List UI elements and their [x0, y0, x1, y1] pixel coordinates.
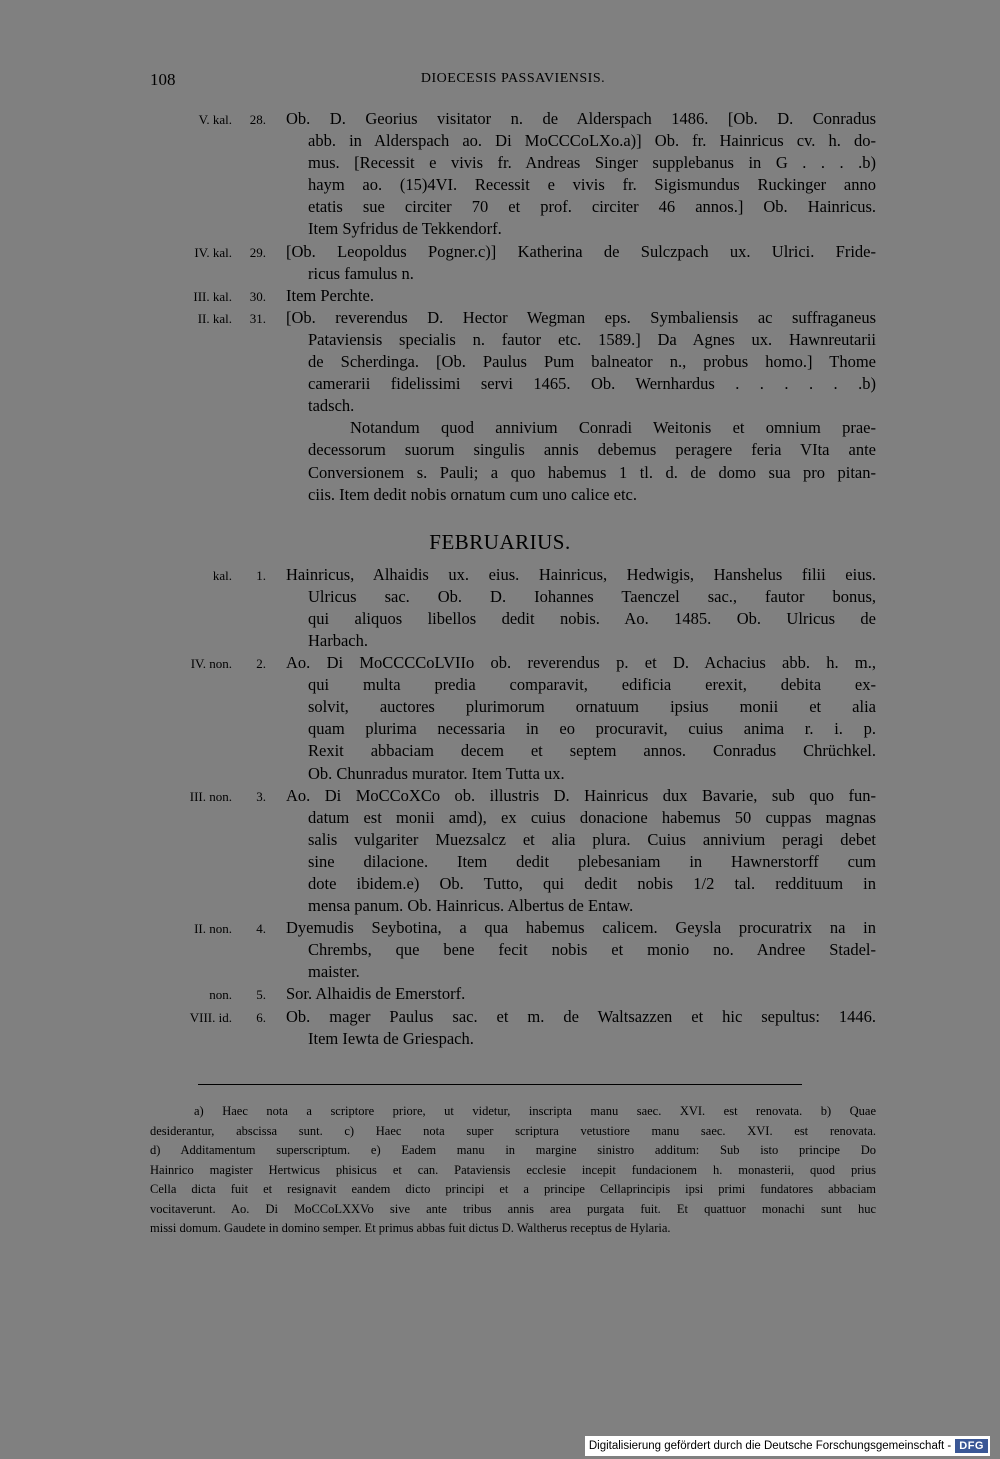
calendar-entry [0, 241, 1000, 285]
text-line: mus. [Recessit e vivis fr. Andreas Singer supplebanus in G . . . .b) [308, 153, 876, 173]
note-line: Notandum quod annivium Conradi Weitonis et omnium prae- [350, 418, 876, 438]
entry-day: 4. [256, 921, 266, 937]
text-line: salis vulgariter Muezsalcz et alia plura. Cuius annivium peragi debet [308, 829, 876, 849]
entry-day: 5. [256, 987, 266, 1003]
text-line: Item Perchte. [286, 285, 374, 305]
text-line: qui multa predia comparavit, edificia erexit, debita ex- [308, 675, 876, 695]
text-line: [Ob. Leopoldus Pogner.c)] Katherina de Sulczpach ux. Ulrici. Fride- [286, 241, 876, 261]
text-line: de Scherdinga. [Ob. Paulus Pum balneator n., probus homo.] Thome [308, 352, 876, 372]
footnote-line: a) Haec nota a scriptore priore, ut videtur, inscripta manu saec. XVI. est renovata. b) Quae [194, 1104, 876, 1118]
calendar-entry [0, 108, 1000, 241]
entry-day: 30. [249, 288, 266, 304]
text-line: Pataviensis specialis n. fautor etc. 1589.] Da Agnes ux. Hawnreutarii [308, 329, 876, 349]
entry-date: III. kal. [193, 288, 232, 304]
text-line: Dyemudis Seybotina, a qua habemus calicem. Geysla procuratrix na in [286, 918, 876, 938]
entry-day: 1. [256, 567, 266, 583]
text-line: Ao. Di MoCCoXCo ob. illustris D. Hainricus dux Bavarie, sub quo fun- [286, 785, 876, 805]
entry-date: II. non. [194, 921, 232, 937]
calendar-entry [0, 285, 1000, 307]
text-line: sine dilacione. Item dedit plebesaniam in Hawnerstorff cum [308, 851, 876, 871]
calendar-entry [0, 1006, 1000, 1050]
text-line: Item Syfridus de Tekkendorf. [308, 219, 502, 239]
text-line: Harbach. [308, 630, 369, 650]
text-line: solvit, auctores plurimorum ornatuum ipsius monii et alia [308, 697, 876, 717]
text-line: [Ob. reverendus D. Hector Wegman eps. Symbaliensis ac suffraganeus [286, 307, 876, 327]
calendar-entries [0, 108, 1000, 1050]
text-line: Ao. Di MoCCCCoLVIIo ob. reverendus p. et D. Achacius abb. h. m., [286, 653, 876, 673]
footnote-line: d) Additamentum superscriptum. e) Eadem manu in margine sinistro additum: Sub isto principe Do [150, 1143, 876, 1157]
text-line: Ob. D. Georius visitator n. de Alderspach 1486. [Ob. D. Conradus [286, 109, 876, 128]
text-line: Ob. mager Paulus sac. et m. de Waltsazzen et hic sepultus: 1446. [286, 1006, 876, 1026]
entry-date: non. [209, 987, 232, 1003]
text-line: haym ao. (15)4VI. Recessit e vivis fr. Sigismundus Ruckinger anno [308, 175, 876, 195]
entry-date: III. non. [189, 788, 232, 804]
entry-day: 2. [256, 656, 266, 672]
text-line: quam plurima necessaria in eo procuravit, cuius anima r. i. p. [308, 719, 876, 739]
entry-date: VIII. id. [189, 1009, 232, 1025]
section-heading: FEBRUARIUS. [429, 529, 571, 554]
text-line: abb. in Alderspach ao. Di MoCCCoLXo.a)] Ob. fr. Hainricus cv. h. do- [308, 131, 876, 151]
text-line: Rexit abbaciam decem et septem annos. Conradus Chrüchkel. [308, 741, 876, 761]
footnote-line: desiderantur, abscissa sunt. c) Haec nota super scriptura vetustiore manu saec. XVI. est renovata. [150, 1123, 876, 1138]
page-number: 108 [150, 70, 176, 89]
text-line: maister. [308, 962, 360, 982]
text-line: ricus famulus n. [308, 263, 414, 283]
text-line: Ob. Chunradus murator. Item Tutta ux. [308, 763, 565, 783]
footnote-line: Hainrico magister Hertwicus phisicus et can. Pataviensis ecclesie incepit fundacionem h. monasterii, quod prius [150, 1162, 876, 1177]
text-line: qui aliquos libellos dedit nobis. Ao. 1485. Ob. Ulricus de [308, 608, 876, 628]
text-line: datum est monii amd), ex cuius donacione habemus 50 cuppas magnas [308, 807, 876, 827]
note-line: decessorum suorum singulis annis debemus peragere feria VIta ante [308, 440, 876, 460]
text-line: Item Iewta de Griespach. [308, 1028, 474, 1048]
text-line: Hainricus, Alhaidis ux. eius. Hainricus, Hedwigis, Hanshelus filii eius. [286, 564, 876, 584]
entry-day: 6. [256, 1009, 266, 1025]
footnotes [150, 1102, 876, 1239]
entry-day: 31. [249, 310, 266, 326]
entry-date: II. kal. [197, 310, 232, 326]
entry-day: 29. [249, 244, 266, 260]
text-line: mensa panum. Ob. Hainricus. Albertus de Entaw. [308, 896, 634, 916]
text-line: dote ibidem.e) Ob. Tutto, qui dedit nobis 1/2 tal. reddituum in [308, 874, 876, 893]
entry-day: 3. [256, 788, 266, 804]
entry-date: IV. non. [190, 656, 232, 672]
text-line: Chrembs, que bene fecit nobis et monio no. Andree Stadel- [308, 940, 876, 960]
header-title: DIOECESIS PASSAVIENSIS. [420, 71, 606, 86]
text-line: etatis sue circiter 70 et prof. circiter 46 annos.] Ob. Hainricus. [308, 197, 876, 217]
footnote-line: missi domum. Gaudete in domino semper. Et primus abbas fuit dictus D. Waltherus receptus de Hylaria. [150, 1221, 671, 1235]
entry-date: kal. [212, 567, 232, 583]
calendar-entry [0, 917, 1000, 983]
calendar-entry [0, 564, 1000, 652]
calendar-entry [0, 652, 1000, 785]
text-line: Ulricus sac. Ob. D. Iohannes Taenczel sac., fautor bonus, [308, 586, 876, 606]
note-line: ciis. Item dedit nobis ornatum cum uno calice etc. [308, 484, 637, 504]
text-line: Sor. Alhaidis de Emerstorf. [286, 984, 466, 1004]
footnote-divider [198, 1084, 802, 1085]
funding-credit [585, 1436, 990, 1456]
entry-date: V. kal. [198, 112, 232, 127]
note-line: Conversionem s. Pauli; a quo habemus 1 tl. d. de domo sua pro pitan- [308, 462, 876, 482]
entry-date: IV. kal. [194, 244, 232, 260]
text-line: camerarii fidelissimi servi 1465. Ob. Wernhardus . . . . . .b) [308, 374, 876, 394]
entry-day: 28. [249, 112, 266, 127]
calendar-entry [0, 983, 1000, 1005]
credit-text: Digitalisierung gefördert durch die Deutsche Forschungsgemeinschaft - [588, 1440, 952, 1452]
text-line: tadsch. [308, 396, 355, 416]
running-head [150, 70, 876, 94]
footnote-line: Cella dicta fuit et resignavit eandem dicto principi et a principe Cellaprincipis ipsi primi fundatores abbaciam [150, 1182, 876, 1196]
calendar-entry [0, 785, 1000, 918]
dfg-logo: DFG [955, 1439, 988, 1453]
footnote-line: vocitaverunt. Ao. Di MoCCoLXXVo sive ante tribus annis area purgata fuit. Et quattuor monachi sunt huc [150, 1201, 876, 1216]
calendar-entry [0, 307, 1000, 506]
